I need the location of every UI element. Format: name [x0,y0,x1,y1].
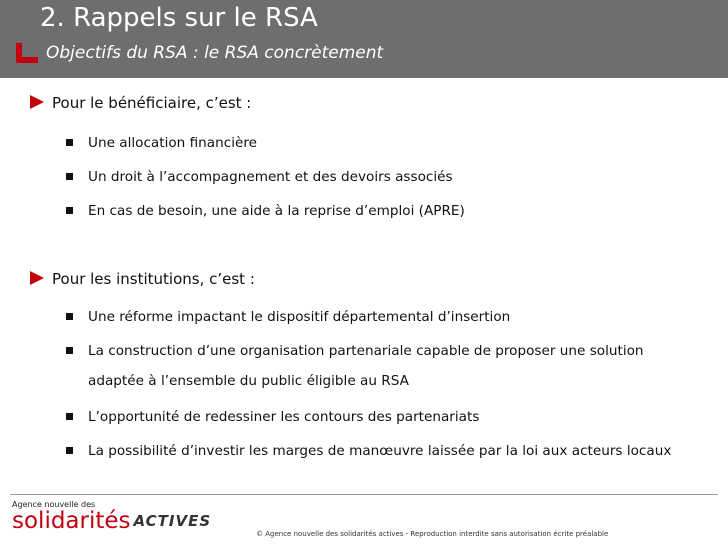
arrow-bullet-icon [30,271,44,285]
square-bullet-icon [66,207,73,214]
list-item-text: L’opportunité de redessiner les contours des partenariats [88,409,480,425]
list-item-text: La possibilité d’investir les marges de manœuvre laissée par la loi aux acteurs locaux [88,443,672,459]
list-item [66,402,696,432]
list-item [66,196,696,226]
list-item-text: La construction d’une organisation partenariale capable de proposer une solution adaptée à l’ensemble du public éligible au RSA [88,343,644,389]
list-item-text: En cas de besoin, une aide à la reprise d’emploi (APRE) [88,203,465,219]
list-item [66,336,696,396]
square-bullet-icon [66,313,73,320]
square-bullet-icon [66,139,73,146]
list-item-text: Une allocation financière [88,135,258,151]
list-item [66,162,696,192]
square-bullet-icon [66,347,73,354]
list-item [66,128,696,158]
section-heading-beneficiary [30,94,251,112]
footer-divider [10,494,718,495]
slide-header [0,0,728,78]
list-item [66,302,696,332]
list-item [66,436,696,466]
square-bullet-icon [66,173,73,180]
brand-suffix: ACTIVES [133,512,212,530]
brand-logo [12,508,211,534]
slide-title: 2. Rappels sur le RSA [40,3,318,33]
list-item-text: Un droit à l’accompagnement et des devoirs associés [88,169,453,185]
square-bullet-icon [66,447,73,454]
brand-name: solidarités [12,508,131,534]
section-heading-text: Pour le bénéficiaire, c’est : [52,94,252,112]
section-heading-institutions [30,270,255,288]
copyright-notice: © Agence nouvelle des solidarités actives - Reproduction interdite sans autorisation écrite préalable [256,530,609,538]
corner-bracket-icon [16,43,38,63]
list-item-text: Une réforme impactant le dispositif départemental d’insertion [88,309,511,325]
agency-label: Agence nouvelle des [12,500,96,509]
slide-subtitle: Objectifs du RSA : le RSA concrètement [46,43,384,63]
section-heading-text: Pour les institutions, c’est : [52,270,255,288]
square-bullet-icon [66,413,73,420]
arrow-bullet-icon [30,95,44,109]
